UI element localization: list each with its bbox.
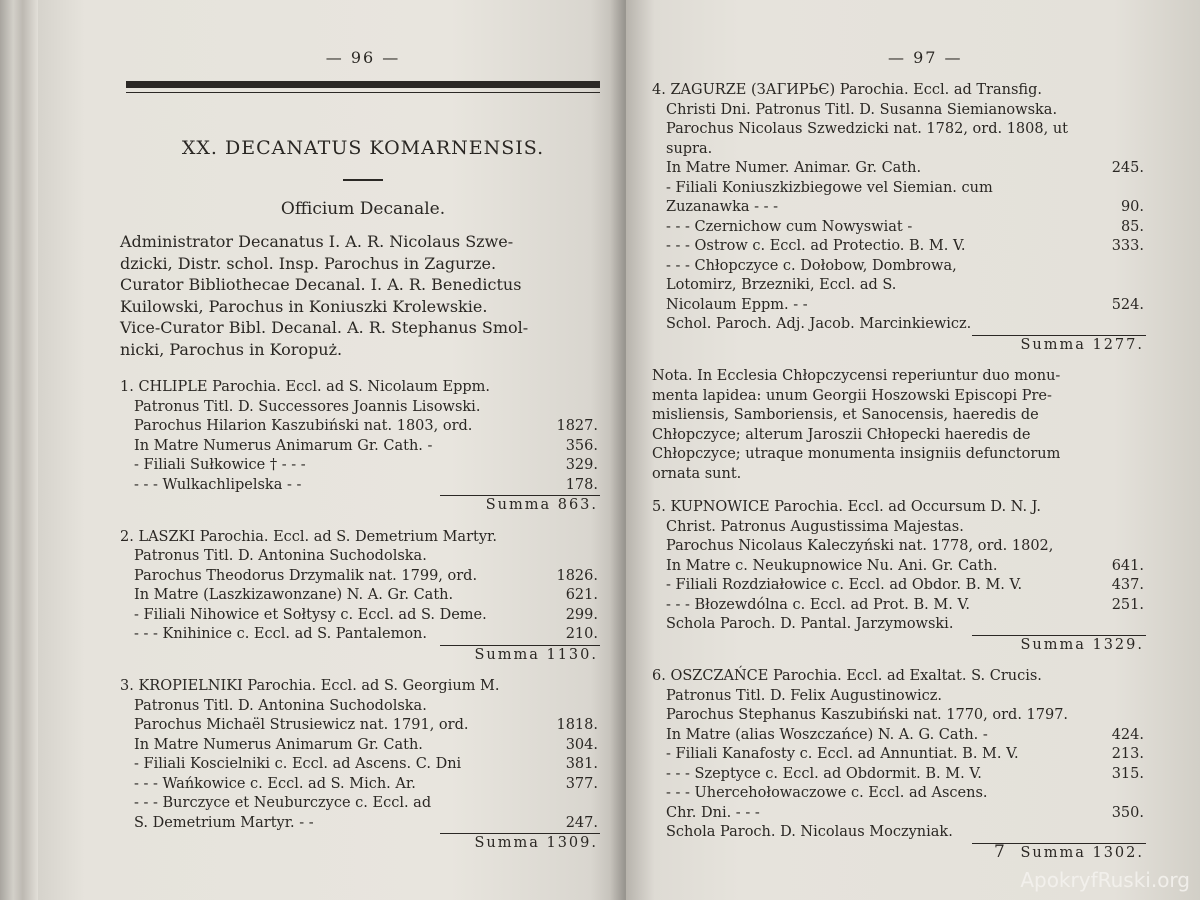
entry-count: 641. (1111, 557, 1144, 574)
page-edges (0, 0, 38, 900)
nota-line: Chłopczyce; alterum Jaroszii Chłopecki haeredis de (652, 426, 1031, 443)
entry-text: Chr. Dni. - - - (666, 804, 760, 821)
entry-text: Parochus Theodorus Drzymalik nat. 1799, ord. (134, 567, 478, 584)
parish-entry (652, 498, 1152, 655)
entry-text: - - - Szeptyce c. Eccl. ad Obdormit. B. M. V. (666, 765, 982, 782)
entry-count: 381. (565, 756, 598, 772)
entry-line (120, 606, 606, 626)
entry-text: Schola Paroch. D. Nicolaus Moczyniak. (666, 824, 953, 840)
entry-count: 1818. (556, 717, 598, 733)
entry-line (652, 498, 1152, 518)
entry-text: - Filiali Koniuszkizbiegowe vel Siemian. cum (666, 179, 993, 196)
right-page (626, 0, 1200, 900)
entry-text: - - - Knihinice c. Eccl. ad S. Pantalemon. (134, 626, 427, 642)
entry-text: 5. KUPNOWICE Parochia. Eccl. ad Occursum D. N. J. (652, 499, 1041, 515)
entry-text: 3. KROPIELNIKI Parochia. Eccl. ad S. Georgium M. (120, 678, 500, 694)
entry-text: - Filiali Kanafosty c. Eccl. ad Annuntiat. B. M. V. (666, 746, 1019, 762)
entry-line (120, 398, 606, 418)
entry-text: In Matre Numerus Animarum Gr. Cath. - (134, 437, 433, 454)
entry-count: 315. (1111, 765, 1144, 782)
entry-line (120, 547, 606, 567)
entry-line (652, 687, 1152, 707)
entry-text: Christ. Patronus Augustissima Majestas. (666, 518, 964, 535)
entry-line (652, 557, 1152, 577)
entry-text: Parochus Nicolaus Kaleczyński nat. 1778, ord. 1802, (666, 538, 1054, 554)
right-entries-bottom (652, 498, 1152, 863)
entry-line (652, 179, 1152, 199)
entry-line (120, 736, 606, 756)
entry-count: 85. (1120, 218, 1144, 235)
entry-text: - Filiali Sułkowice † - - - (134, 457, 306, 473)
entry-line (120, 716, 606, 736)
summa-total: Summa 1130. (474, 646, 598, 663)
entry-text: - - - Burczyce et Neuburczyce c. Eccl. ad (134, 795, 432, 811)
entry-count: 1826. (556, 567, 598, 584)
entry-line (120, 456, 606, 476)
parish-entry (120, 677, 606, 854)
entry-text: Parochus Stephanus Kaszubiński nat. 1770, ord. 1797. (666, 707, 1069, 723)
admin-line: Curator Bibliothecae Decanal. I. A. R. Benedictus (120, 275, 522, 294)
entry-text: - - - Wulkachlipelska - - (134, 476, 302, 493)
entry-count: 251. (1111, 596, 1144, 613)
entry-text: In Matre Numerus Animarum Gr. Cath. (134, 736, 423, 753)
entry-line (120, 814, 606, 834)
entry-line (652, 81, 1152, 101)
entry-text: In Matre c. Neukupnowice Nu. Ani. Gr. Cath. (666, 557, 998, 574)
entry-line (652, 784, 1152, 804)
section-title: XX. DECANATUS KOMARNENSIS. (181, 137, 545, 159)
entry-text: Patronus Titl. D. Felix Augustinowicz. (666, 687, 943, 704)
entry-text: - - - Uhercehołowaczowe c. Eccl. ad Ascens. (666, 785, 988, 801)
admin-paragraph (120, 231, 606, 360)
entry-text: - - - Chłopczyce c. Dołobow, Dombrowa, (666, 257, 957, 274)
parish-entry (120, 528, 606, 666)
entry-line (652, 615, 1152, 635)
nota-line: menta lapidea: unum Georgii Hoszowski Episcopi Pre- (652, 387, 1052, 404)
entry-line (652, 726, 1152, 746)
entry-text: supra. (666, 140, 713, 157)
entry-count: 1827. (556, 418, 598, 434)
entry-count: 178. (565, 476, 598, 493)
entry-text: Patronus Titl. D. Antonina Suchodolska. (134, 548, 427, 564)
entry-line (652, 576, 1152, 596)
summa-total: Summa 1329. (1020, 636, 1144, 653)
entry-text: Patronus Titl. D. Successores Joannis Lisowski. (134, 398, 481, 415)
entry-text: - - - Ostrow c. Eccl. ad Protectio. B. M. V. (666, 238, 966, 254)
entry-text: - - - Czernichow cum Nowyswiat - (666, 218, 913, 235)
entry-text: In Matre (alias Woszczańce) N. A. G. Cath. - (666, 726, 988, 743)
entry-text: - Filiali Nihowice et Sołtysy c. Eccl. ad S. Deme. (134, 606, 487, 623)
entry-line (652, 823, 1152, 843)
entry-count: 356. (565, 437, 598, 454)
entry-count: 245. (1111, 160, 1144, 176)
right-entries-top (652, 81, 1152, 355)
parish-entry (652, 81, 1152, 355)
entry-line (120, 794, 606, 814)
entry-line (652, 596, 1152, 616)
right-page-number: — 97 — (888, 48, 963, 67)
header-thick-rule (126, 81, 600, 88)
entry-line (120, 755, 606, 775)
entry-text: - Filiali Rozdziałowice c. Eccl. ad Obdor. B. M. V. (666, 577, 1023, 593)
entry-count: 333. (1111, 238, 1144, 254)
entry-line (120, 378, 606, 398)
entry-text: Parochus Nicolaus Szwedzicki nat. 1782, ord. 1808, ut (666, 121, 1068, 137)
entry-line (120, 586, 606, 606)
entry-line (120, 417, 606, 437)
entry-count: 247. (565, 814, 598, 831)
entry-line (652, 140, 1152, 160)
entry-text: Christi Dni. Patronus Titl. D. Susanna Siemianowska. (666, 101, 1058, 118)
entry-line (652, 101, 1152, 121)
entry-text: 4. ZAGURZE (ЗАГИРЬЄ) Parochia. Eccl. ad Transfig. (652, 82, 1042, 98)
entry-count: 90. (1120, 199, 1144, 215)
entry-count: 524. (1111, 296, 1144, 313)
admin-line: dzicki, Distr. schol. Insp. Parochus in Zagurze. (120, 253, 497, 273)
entry-line (652, 518, 1152, 538)
nota-line: ornata sunt. (652, 465, 742, 482)
entry-count: 437. (1111, 577, 1144, 593)
entry-count: 210. (565, 626, 598, 642)
entry-count: 377. (565, 775, 598, 792)
entry-text: Schol. Paroch. Adj. Jacob. Marcinkiewicz. (666, 316, 972, 332)
entry-count: 213. (1111, 746, 1144, 762)
entry-line (652, 276, 1152, 296)
entry-text: Nicolaum Eppm. - - (666, 296, 808, 313)
entry-line (652, 159, 1152, 179)
admin-line: Vice-Curator Bibl. Decanal. A. R. Stephanus Smol- (120, 318, 529, 337)
entry-line (652, 667, 1152, 687)
entry-line (652, 706, 1152, 726)
parish-entry (652, 667, 1152, 863)
header-thin-rule (126, 92, 600, 93)
entry-text: 6. OSZCZAŃCE Parochia. Eccl. ad Exaltat. S. Crucis. (652, 668, 1042, 684)
parish-entry (120, 378, 606, 516)
nota-line: Nota. In Ecclesia Chłopczycensi reperiuntur duo monu- (652, 368, 1061, 384)
entry-text: In Matre (Laszkizawonzane) N. A. Gr. Cath. (134, 587, 454, 603)
entry-line (652, 315, 1152, 335)
entry-text: Zuzanawka - - - (666, 199, 779, 215)
entry-line (652, 257, 1152, 277)
entry-text: Parochus Michaël Strusiewicz nat. 1791, ord. (134, 717, 469, 733)
entry-text: S. Demetrium Martyr. - - (134, 814, 314, 831)
entry-line (120, 528, 606, 548)
entry-line (120, 476, 606, 496)
admin-line: Administrator Decanatus I. A. R. Nicolaus Szwe- (120, 232, 514, 251)
left-entries (120, 378, 606, 854)
nota-line: misliensis, Samboriensis, et Sanocensis, haeredis de (652, 407, 1039, 423)
entry-line (652, 765, 1152, 785)
entry-text: 1. CHLIPLE Parochia. Eccl. ad S. Nicolaum Eppm. (120, 379, 491, 395)
entry-line (120, 437, 606, 457)
entry-line (652, 296, 1152, 316)
entry-line (652, 537, 1152, 557)
nota-paragraph (652, 367, 1152, 484)
entry-count: 424. (1111, 726, 1144, 743)
left-page-number: — 96 — (325, 48, 401, 67)
summa-total: Summa 1277. (1020, 336, 1144, 353)
entry-line (652, 218, 1152, 238)
summa-total: Summa 1309. (474, 835, 598, 851)
left-page (38, 0, 626, 900)
entry-line (652, 804, 1152, 824)
entry-line (652, 120, 1152, 140)
signature-number: 7 (994, 842, 1005, 862)
title-divider (343, 179, 383, 181)
admin-line: Kuilowski, Parochus in Koniuszki Krolewskie. (120, 296, 488, 316)
entry-text: Parochus Hilarion Kaszubiński nat. 1803, ord. (134, 418, 473, 434)
entry-text: 2. LASZKI Parochia. Eccl. ad S. Demetrium Martyr. (120, 528, 497, 545)
summa-total: Summa 1302. (1020, 844, 1144, 861)
entry-count: 329. (565, 457, 598, 473)
entry-line (652, 745, 1152, 765)
admin-line: nicki, Parochus in Koropuż. (120, 339, 343, 359)
entry-text: In Matre Numer. Animar. Gr. Cath. (666, 160, 922, 176)
entry-count: 621. (565, 587, 598, 603)
entry-line (120, 567, 606, 587)
nota-line: Chłopczyce; utraque monumenta insigniis defunctorum (652, 446, 1061, 462)
entry-text: - - - Wańkowice c. Eccl. ad S. Mich. Ar. (134, 775, 416, 792)
entry-count: 304. (565, 736, 598, 753)
entry-line (652, 198, 1152, 218)
entry-text: - Filiali Koscielniki c. Eccl. ad Ascens. C. Dni (134, 756, 462, 772)
entry-count: 350. (1111, 804, 1144, 821)
section-subtitle: Officium Decanale. (280, 199, 446, 219)
entry-text: Patronus Titl. D. Antonina Suchodolska. (134, 697, 427, 714)
entry-text: Lotomirz, Brzezniki, Eccl. ad S. (666, 277, 897, 293)
watermark: ApokryfRuski.org (1020, 868, 1190, 892)
entry-count: 299. (565, 606, 598, 623)
entry-line (120, 625, 606, 645)
entry-line (652, 237, 1152, 257)
entry-text: - - - Błozewdólna c. Eccl. ad Prot. B. M. V. (666, 596, 970, 613)
entry-text: Schola Paroch. D. Pantal. Jarzymowski. (666, 616, 954, 632)
entry-line (120, 677, 606, 697)
summa-total: Summa 863. (485, 497, 598, 513)
entry-line (120, 775, 606, 795)
entry-line (120, 697, 606, 717)
